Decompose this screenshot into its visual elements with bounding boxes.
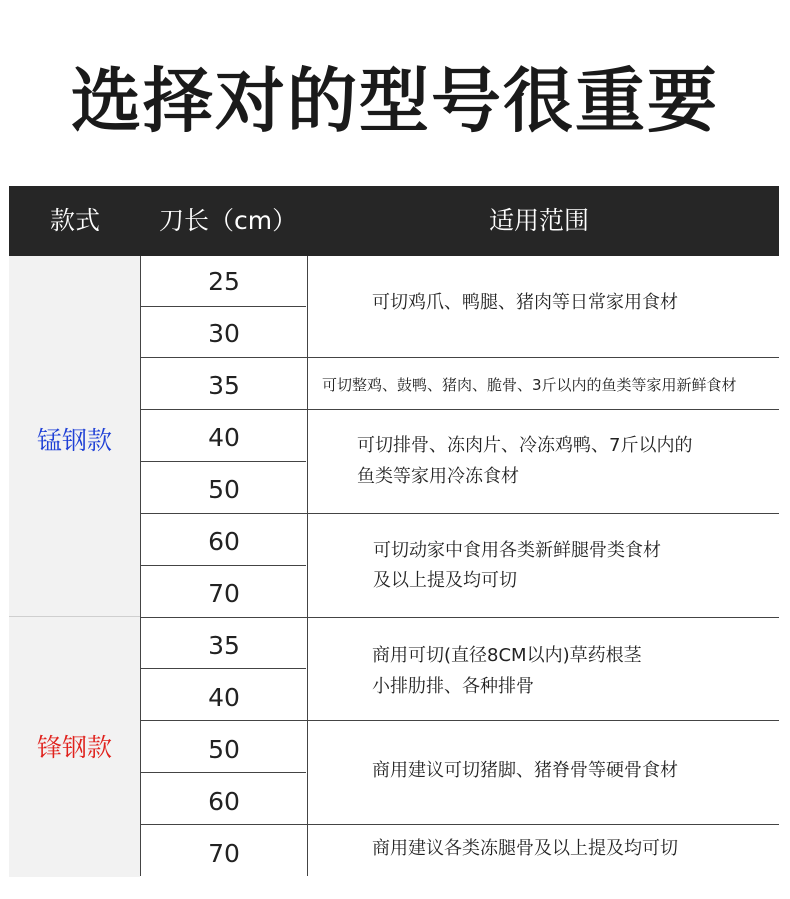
row-divider	[140, 668, 306, 669]
scope-text: 小排肋排、各种排骨	[372, 676, 534, 697]
header-style: 款式	[50, 206, 101, 235]
length-cell: 60	[208, 527, 240, 556]
length-cell: 50	[208, 735, 240, 764]
row-divider	[140, 772, 306, 773]
scope-divider	[140, 720, 779, 721]
table-header	[9, 186, 779, 256]
page-title: 选择对的型号很重要	[71, 60, 719, 142]
header-scope: 适用范围	[489, 206, 590, 235]
scope-divider	[140, 617, 779, 618]
length-cell: 60	[208, 787, 240, 816]
length-cell: 40	[208, 683, 240, 712]
scope-divider	[140, 409, 779, 410]
length-cell: 35	[208, 631, 240, 660]
scope-text: 及以上提及均可切	[373, 570, 517, 591]
scope-text: 商用可切(直径8CM以内)草药根茎	[372, 645, 642, 666]
scope-text: 可切动家中食用各类新鲜腿骨类食材	[373, 540, 661, 561]
scope-divider	[140, 513, 779, 514]
scope-text: 商用建议可切猪脚、猪脊骨等硬骨食材	[372, 760, 678, 781]
row-divider	[140, 461, 306, 462]
model-label-manganese: 锰钢款	[36, 426, 112, 455]
length-cell: 30	[208, 319, 240, 348]
row-divider	[140, 565, 306, 566]
length-cell: 50	[208, 475, 240, 504]
length-column	[140, 256, 308, 876]
row-divider	[140, 306, 306, 307]
length-cell: 40	[208, 423, 240, 452]
header-length: 刀长（cm）	[159, 206, 298, 235]
length-cell: 70	[208, 839, 240, 868]
model-label-highspeed: 锋钢款	[36, 733, 112, 762]
model-group-manganese	[9, 256, 140, 617]
length-cell: 70	[208, 579, 240, 608]
scope-divider	[140, 357, 779, 358]
scope-text: 可切排骨、冻肉片、冷冻鸡鸭、7斤以内的	[357, 435, 693, 456]
scope-text: 可切鸡爪、鸭腿、猪肉等日常家用食材	[372, 292, 678, 313]
length-cell: 25	[208, 267, 240, 296]
scope-text: 商用建议各类冻腿骨及以上提及均可切	[372, 838, 678, 859]
scope-text: 可切整鸡、鼓鸭、猪肉、脆骨、3斤以内的鱼类等家用新鲜食材	[322, 376, 737, 394]
scope-divider	[140, 824, 779, 825]
scope-text: 鱼类等家用冷冻食材	[357, 466, 519, 487]
model-group-highspeed	[9, 617, 140, 877]
length-cell: 35	[208, 371, 240, 400]
